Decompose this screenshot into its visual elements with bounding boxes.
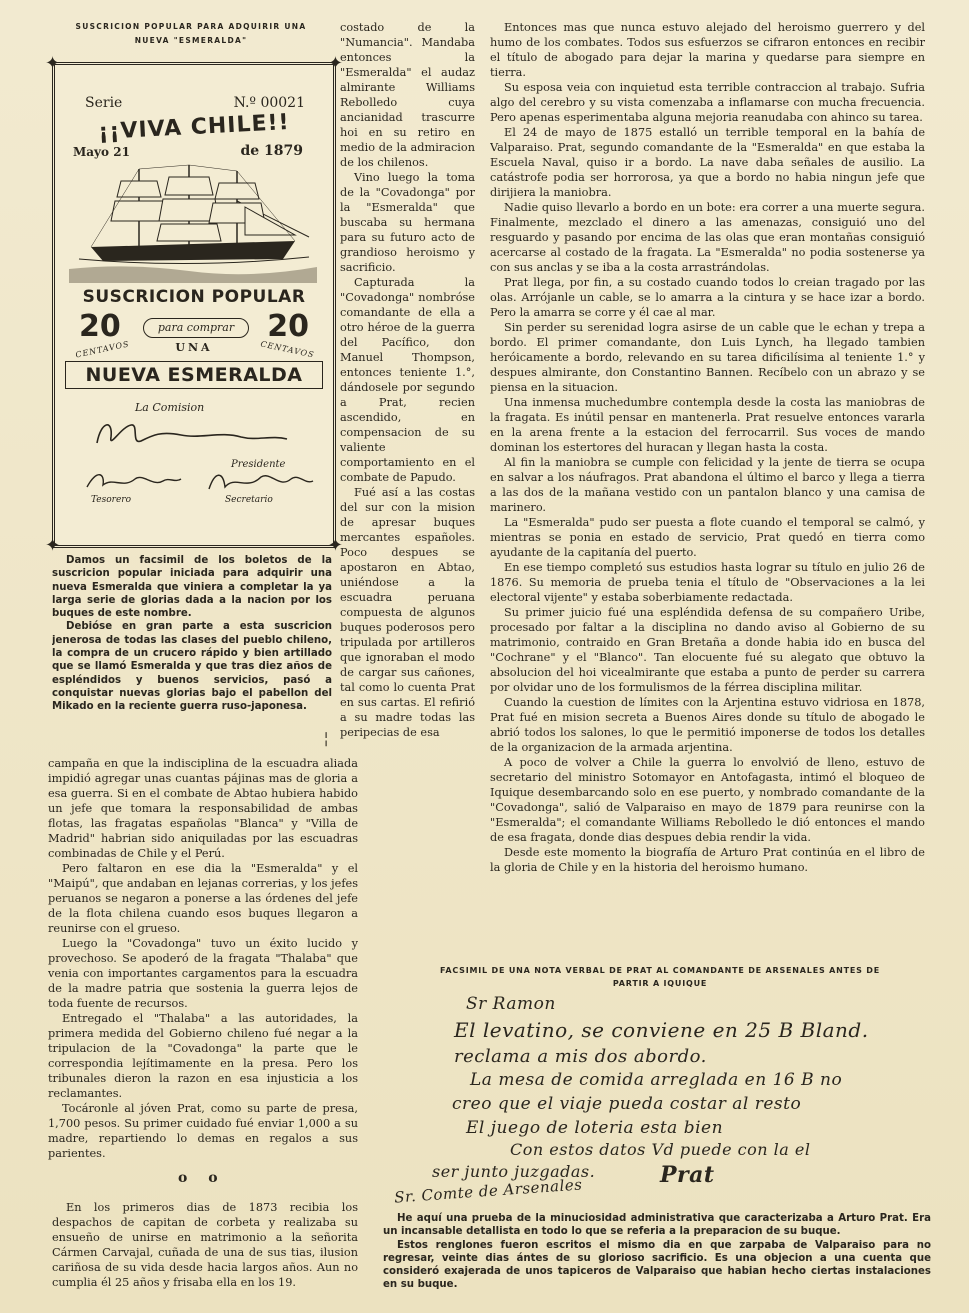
hand-line: El juego de loteria esta bien [466,1118,724,1138]
paragraph: Capturada la "Covadonga" nombróse comandante de ella a otro héroe de la guerra del Pacífico, don Manuel Thompson, entonces teniente 1.°, dándosele por segundo a Prat, recien ascendido, en compensacion de su valiente comportamiento en el combate de Papudo. [340,276,475,484]
signature-prat: Prat [660,1162,715,1188]
hand-line: creo que el viaje pueda costar al resto [452,1094,802,1114]
star-ornament-icon: ✦ [327,53,343,74]
note-caption [390,964,930,990]
paragraph: A poco de volver a Chile la guerra lo envolvió de lleno, estuvo de secretario del ministro Sotomayor en Antofagasta, intimó el bloqueo de Iquique desembarcando solo en ese puerto, y nombrado comandante de la "Covadonga", salió de Valparaiso en mayo de 1879 para reunirse con la "Esmeralda"; el comandante Williams Rebolledo le dió entonces el mando de esa fragata, donde dias despues debia rendir la vida. [490,756,925,844]
paragraph: Luego la "Covadonga" tuvo un éxito lucido y provechoso. Se apoderó de la fragata "Thalaba" que venia con importantes cargamentos para la escuadra de la madre patria que sostenia la guerra lejos de toda fuente de recursos. [48,937,358,1010]
star-ornament-icon: ✦ [45,53,61,74]
ticket-secretario: Secretario [225,495,273,505]
signature-tesorero [83,467,183,495]
paragraph: Una inmensa muchedumbre contempla desde la costa las maniobras de la fragata. Es inútil pensar en mantenerla. Prat resuelve entonces vararla en la arena frente a la estacion del ferrocarril. Sus voces de mando dominan los estertores del huracan y llegan hasta la costa. [490,396,925,454]
paragraph: Fué así a las costas del sur con la mision de apresar buques mercantes españoles. Poco despues se apostaron en Abtao, uniéndose a la escuadra peruana compuesta de algunos buques poderosos pero tripulada por artilleros que ignoraban el modo de cargar sus cañones, tal como lo cuenta Prat en sus cartas. El refirió a su madre todas las peripecias de esa [340,486,475,739]
paragraph: Desde este momento la biografía de Arturo Prat continúa en el libro de la gloria de Chile y en la historia del heroismo humano. [490,846,925,874]
section-separator: o o [178,1170,226,1186]
ticket-number: N.º 00021 [233,95,305,111]
paragraph: campaña en que la indisciplina de la escuadra aliada impidió agregar unas cuantas pájinas mas de gloria a esa guerra. Si en el combate de Abtao hubiera habido un jefe que tomara la responsabilidad de ambas flotas, las fragatas españolas "Blanca" y "Villa de Madrid" habrian sido aniquiladas por las escuadras combinadas de Chile y el Perú. [48,757,358,860]
ticket-serie: Serie [85,95,123,111]
hand-line: ser junto juzgadas. [432,1162,596,1181]
ticket-para-comprar: para comprar [143,318,249,338]
paragraph: Tocáronle al jóven Prat, como su parte de presa, 1,700 pesos. Su primer cuidado fué enviar 1,000 a su madre, repartiendo lo demas en regalos a sus parientes. [48,1102,358,1160]
paragraph: En los primeros dias de 1873 recibia los despachos de capitan de corbeta y realizaba su ensueño de unirse en matrimonio a la señorita Cármen Carvajal, cuñada de una de sus tias, ilusion cariñosa de su vida desde hacia largos años. Aun no cumplia él 25 años y frisaba ella en los 19. [52,1201,358,1289]
ticket-date-right: de 1879 [240,143,303,159]
signature-secretario [205,467,315,495]
paragraph: Prat llega, por fin, a su costado cuando todos lo creian tragado por las olas. Arrójanle un cable, se lo amarra a la cintura y se hace izar a bordo. Pero la amarra se corre y él cae al mar. [490,276,925,319]
note-caption-line1: FACSIMIL DE UNA NOTA VERBAL DE PRAT AL COMANDANTE DE ARSENALES ANTES DE [440,966,880,975]
ticket-nueva-esmeralda: NUEVA ESMERALDA [65,361,323,389]
hand-line: El levatino, se conviene en 25 B Bland. [454,1018,869,1042]
ticket-centavos-right: CENTAVOS [259,339,316,360]
column-break-mark: ╎ [322,732,331,748]
ticket-una: UNA [175,341,213,354]
hand-line: Con estos datos Vd puede con la el [510,1140,811,1159]
paragraph: Pero faltaron en ese dia la "Esmeralda" y el "Maipú", que andaban en lejanas correrias, y los jefes peruanos se negaron a ponerse a las órdenes del jefe de la flota chilena cuando esos buques llegaron a reunirse con el grueso. [48,862,358,935]
paragraph: Nadie quiso llevarlo a bordo en un bote: era correr a una muerte segura. Finalmente, mezclado el dinero a las amenazas, consiguió uno del resguardo y pasando por encima de las olas que eran montañas consiguió acercarse al costado de la fragata. La "Esmeralda" no podia sostenerse ya con sus anclas y se iba a la costa arrastrándolas. [490,201,925,274]
hand-line: Sr. Comte de Arsenales [393,1175,583,1207]
paragraph: En ese tiempo completó sus estudios hasta lograr su título en julio 26 de 1876. Su memoria de prueba tenia el título de "Observaciones a la lei electoral vijente" y estaba soberbiamente redactada. [490,561,925,604]
star-ornament-icon: ✦ [327,535,343,556]
star-ornament-icon: ✦ [45,535,61,556]
article-column-3 [490,20,925,950]
ticket-caption [48,20,334,48]
ticket-caption-line1: SUSCRICION POPULAR PARA ADQUIRIR UNA [75,22,307,31]
note-description [383,1212,931,1292]
paragraph: Debióse en gran parte a esta suscricion jenerosa de todas las clases del pueblo chileno, la compra de un crucero rápido y bien artillado que se llamó Esmeralda y que tras diez años de espléndidos y buenos servicios, pasó a conquistar nuevas glorias bajo el pabellon del Mikado en la reciente guerra ruso-japonesa. [52,621,332,713]
paragraph: Al fin la maniobra se cumple con felicidad y la jente de tierra se ocupa en salvar a los náufragos. Prat abandona el último el barco y llega a tierra a las dos de la mañana vestido con un pantalon blanco y una camisa de marinero. [490,456,925,514]
ticket-viva-chile: ¡¡VIVA CHILE!! [97,110,291,145]
subscription-ticket [45,53,343,556]
paragraph: Entonces mas que nunca estuvo alejado del heroismo guerrero y del humo de los combates. Todos sus esfuerzos se cifraron entonces en recibir el título de abogado para dejar la marina y quedarse para siempre en tierra. [490,21,925,79]
paragraph: costado de la "Numancia". Mandaba entonces la "Esmeralda" el audaz almirante Williams Rebolledo cuya ancianidad trascurre hoi en su retiro en medio de la admiracion de los chilenos. [340,21,475,169]
note-caption-line2: PARTIR A IQUIQUE [612,979,708,988]
sailing-ship-illustration [69,161,317,283]
paragraph: El 24 de mayo de 1875 estalló un terrible temporal en la bahía de Valparaiso. Prat, segundo comandante de la "Esmeralda" en que estaba la Escuela Naval, quiso ir a bordo. La nave daba señales de ausilio. La catástrofe podia ser horrorosa, ya que a bordo no habia ningun jefe que dirijiera la maniobra. [490,126,925,199]
article-column-1-end [52,1200,358,1306]
paragraph: Cuando la cuestion de límites con la Arjentina estuvo vidriosa en 1878, Prat fué en mision secreta a Buenos Aires donde su título de abogado le abrió todos los salones, lo que le permitió imponerse de todos los detalles de la organizacion de la armada arjentina. [490,696,925,754]
ticket-amount-right: 20 [267,309,309,344]
paragraph: Entregado el "Thalaba" a las autoridades, la primera medida del Gobierno chileno fué negar a la tripulacion de la "Covadonga" la parte que le correspondia lejítimamente en la presa. Pero los tribunales dieron la razon en esa injusticia a los reclamantes. [48,1012,358,1100]
ticket-presidente: Presidente [231,459,286,470]
hand-line: reclama a mis dos abordo. [454,1046,707,1067]
ticket-comision: La Comision [135,401,205,414]
ticket-caption-line2: NUEVA "ESMERALDA" [134,36,248,45]
ticket-description [52,554,332,730]
signature-main [91,415,291,455]
ticket-amount-left: 20 [79,309,121,344]
ticket-date-left: Mayo 21 [73,145,130,159]
hand-line: Sr Ramon [466,994,556,1014]
paragraph: La "Esmeralda" pudo ser puesta a flote cuando el temporal se calmó, y mientras se ponia en estado de servicio, Prat quedó en tierra como ayudante de la capitanía del puerto. [490,516,925,559]
paragraph: Damos un facsimil de los boletos de la suscricion popular iniciada para adquirir una nueva Esmeralda que viniera a completar la ya larga serie de glorias dada a la nacion por los buques de este nombre. [52,555,332,620]
hand-line: La mesa de comida arreglada en 16 B no [470,1070,843,1090]
paragraph: He aquí una prueba de la minuciosidad administrativa que caracterizaba a Arturo Prat. Era un incansable detallista en todo lo que se referia a la preparacion de su buque. [383,1213,931,1238]
ticket-suscricion-popular: SUSCRICION POPULAR [82,287,306,307]
paragraph: Sin perder su serenidad logra asirse de un cable que le echan y trepa a bordo. El primer comandante, don Luis Lynch, ha llegado tambien heróicamente a bordo, relevando en su tarea dificilísima al teniente 1.° y despues almirante, don Constantino Bannen. Recíbelo con un abrazo y se piensa en la situacion. [490,321,925,394]
article-column-1 [48,756,358,1160]
paragraph: Su esposa veia con inquietud esta terrible contraccion al trabajo. Sufria algo del cerebro y su vista comenzaba a inflamarse con mucha frecuencia. Pero apenas esperimentaba alguna mejoria reanudaba con ahinco su tarea. [490,81,925,124]
ticket-centavos-left: CENTAVOS [74,339,131,360]
paragraph: Vino luego la toma de la "Covadonga" por la "Esmeralda" que buscaba su hermana para su futuro acto de grandioso heroismo y sacrificio. [340,171,475,274]
paragraph: Estos renglones fueron escritos el mismo dia en que zarpaba de Valparaiso para no regresar, veinte dias ántes de su glorioso sacrificio. Es una objecion a una cuenta que consideró exajerada de unos tapiceros de Valparaiso que habian hecho ciertas instalaciones en su buque. [383,1239,931,1291]
handwritten-note-facsimile [390,990,935,1208]
paragraph: Su primer juicio fué una espléndida defensa de su compañero Uribe, procesado por faltar a la disciplina no dando aviso al Gobierno de su matrimonio, contraido en Gran Bretaña a donde habia ido en busca del "Cochrane" y el "Blanco". Tan elocuente fué su alegato que obtuvo la absolucion del hoi vicealmirante que estaba a punto de perder su carrera por olvidar uno de los formulismos de la férrea disciplina militar. [490,606,925,694]
article-column-2 [340,20,475,750]
ticket-tesorero: Tesorero [91,495,132,505]
